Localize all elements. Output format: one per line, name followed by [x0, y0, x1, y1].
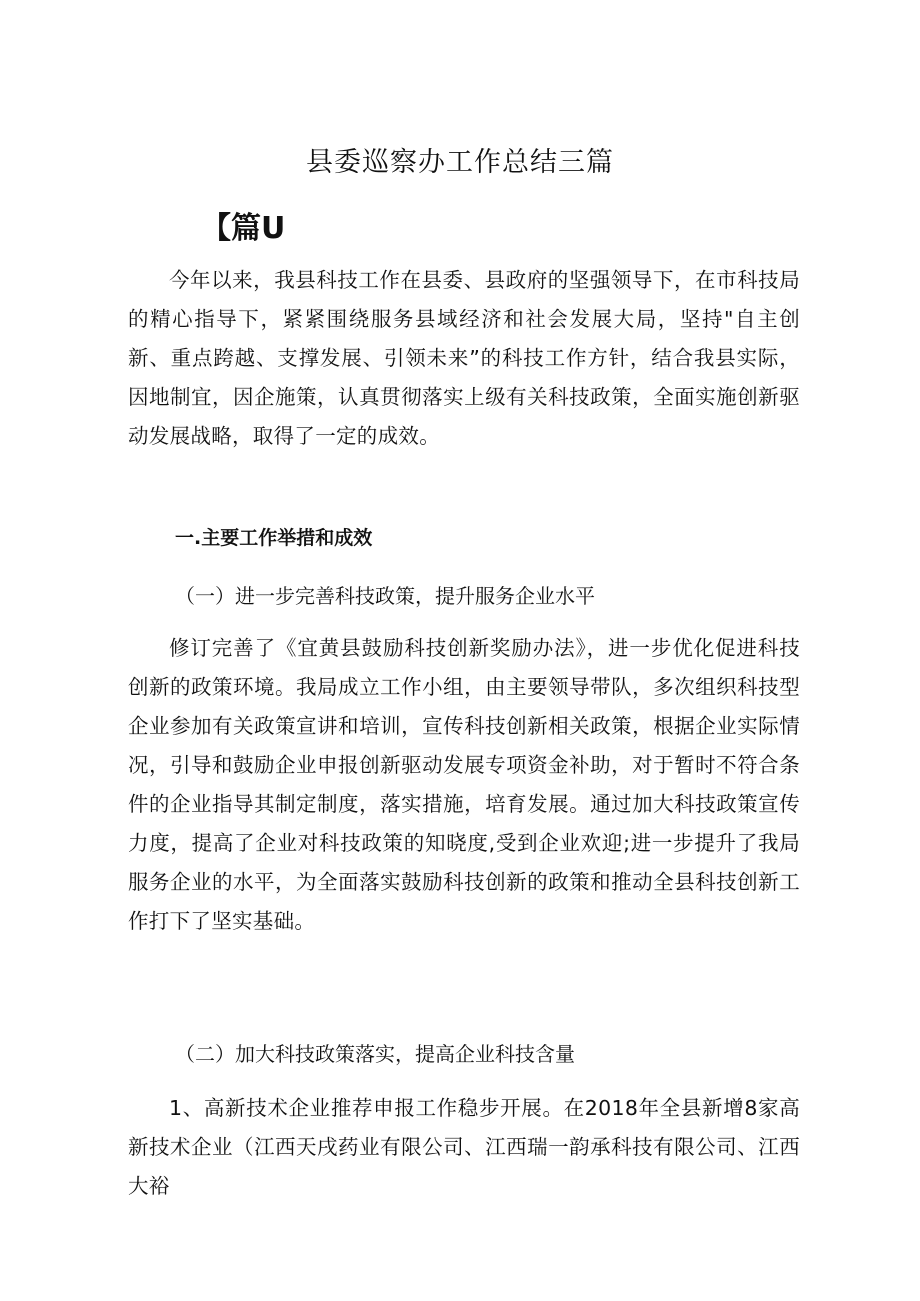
body-paragraph-1: 修订完善了《宜黄县鼓励科技创新奖励办法》，进一步优化促进科技创新的政策环境。我局成立工作小组，由主要领导带队，多次组织科技型企业参加有关政策宣讲和培训，宣传科技创新相关政策，根据企业实际情况，引导和鼓励企业申报创新驱动发展专项资金补助，对于暂时不符合条件的企业指导其制定制度，落实措施，培育发展。通过加大科技政策宣传力度，提高了企业对科技政策的知晓度,受到企业欢迎;进一步提升了我局服务企业的水平，为全面落实鼓励科技创新的政策和推动全县科技创新工作打下了坚实基础。 [128, 636, 800, 933]
subsection-heading-2: （二）加大科技政策落实，提高企业科技含量 [175, 1042, 575, 1066]
document-title: 县委巡察办工作总结三篇 [306, 147, 614, 178]
subsection-heading-1: （一）进一步完善科技政策，提升服务企业水平 [175, 584, 595, 608]
intro-paragraph: 今年以来，我县科技工作在县委、县政府的坚强领导下，在市科技局的精心指导下，紧紧围绕服务县域经济和社会发展大局，坚持"自主创新、重点跨越、支撑发展、引领未来”的科技工作方针，结合我县实际，因地制宜，因企施策，认真贯彻落实上级有关科技政策，全面实施创新驱动发展战略，取得了一定的成效。 [128, 268, 800, 448]
part-label: 【篇U [201, 211, 286, 246]
body-paragraph-2: 1、高新技术企业推荐申报工作稳步开展。在2018年全县新增8家高新技术企业（江西天戌药业有限公司、江西瑞一韵承科技有限公司、江西大裕 [128, 1096, 800, 1198]
section-heading: 一.主要工作举措和成效 [175, 527, 373, 549]
